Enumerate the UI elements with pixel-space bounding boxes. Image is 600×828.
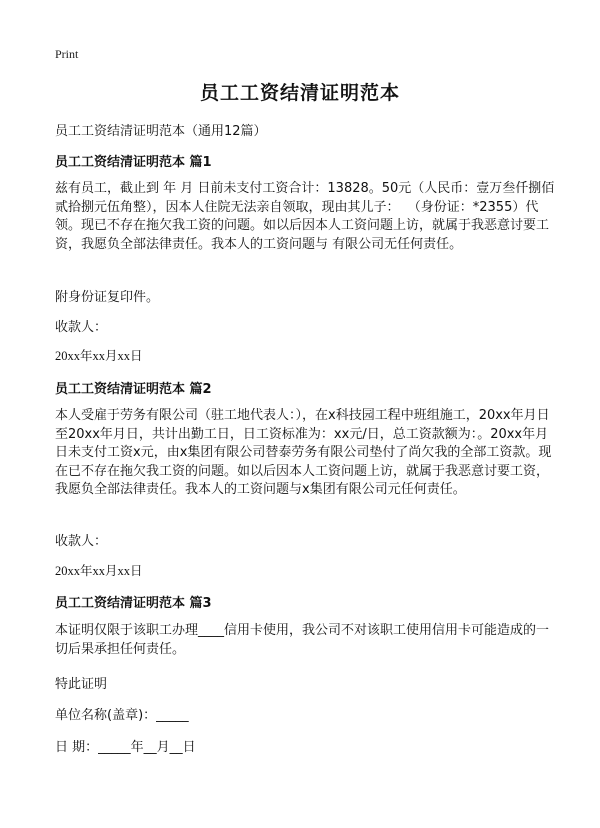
section-2-paragraph-1: 本人受雇于劳务有限公司（驻工地代表人：），在x科技园工程中班组施工，20xx年月日至20xx年月日，共计出勤工日，日工资标准为：xx元/日，总工资款额为：。20xx年月日未支付工资x元，由x集团有限公司替泰劳务有限公司垫付了尚欠我的全部工资款。现在已不存在拖欠我工资的问题。如以后因本人工资问题上访，就属于我恶意讨要工资，我愿负全部法律责任。我本人的工资问题与x集团有限公司元任何责任。	[55, 408, 552, 497]
section-heading-3: 员工工资结清证明范本 篇3	[55, 596, 212, 611]
section-heading-1: 员工工资结清证明范本 篇1	[55, 155, 212, 170]
section-3-paragraph-1: 本证明仅限于该职工办理____信用卡使用，我公司不对该职工使用信用卡可能造成的一切后果承担任何责任。	[55, 623, 550, 657]
print-link[interactable]: Print	[55, 47, 79, 61]
section-1-attachment-note: 附身份证复印件。	[55, 290, 160, 305]
section-2-payee-label: 收款人：	[55, 534, 108, 549]
section-3-certify-text: 特此证明	[55, 677, 108, 692]
section-1-paragraph-1: 兹有员工，截止到 年 月 日前未支付工资合计：13828。50元（人民币：壹万叁仟捌佰贰拾捌元伍角整），因本人住院无法亲自领取，现由其儿子： （身份证：*2355）代领。现已不存在拖欠我工资的问题。如以后因本人工资问题上访，就属于我恶意讨要工资，我愿负全部法律责任。我本人的工资问题与 有限公司无任何责任。	[55, 181, 555, 252]
section-heading-2: 员工工资结清证明范本 篇2	[55, 382, 212, 397]
section-2-date: 20xx年xx月xx日	[55, 564, 143, 578]
section-1-payee-label: 收款人：	[55, 320, 108, 335]
section-3-company-name-field: 单位名称(盖章)：_____	[55, 708, 189, 723]
document-subtitle: 员工工资结清证明范本（通用12篇）	[55, 124, 267, 139]
section-3-date-field: 日 期：_____年__月__日	[55, 740, 196, 755]
section-1-date: 20xx年xx月xx日	[55, 349, 143, 363]
document-title: 员工工资结清证明范本	[199, 82, 400, 104]
